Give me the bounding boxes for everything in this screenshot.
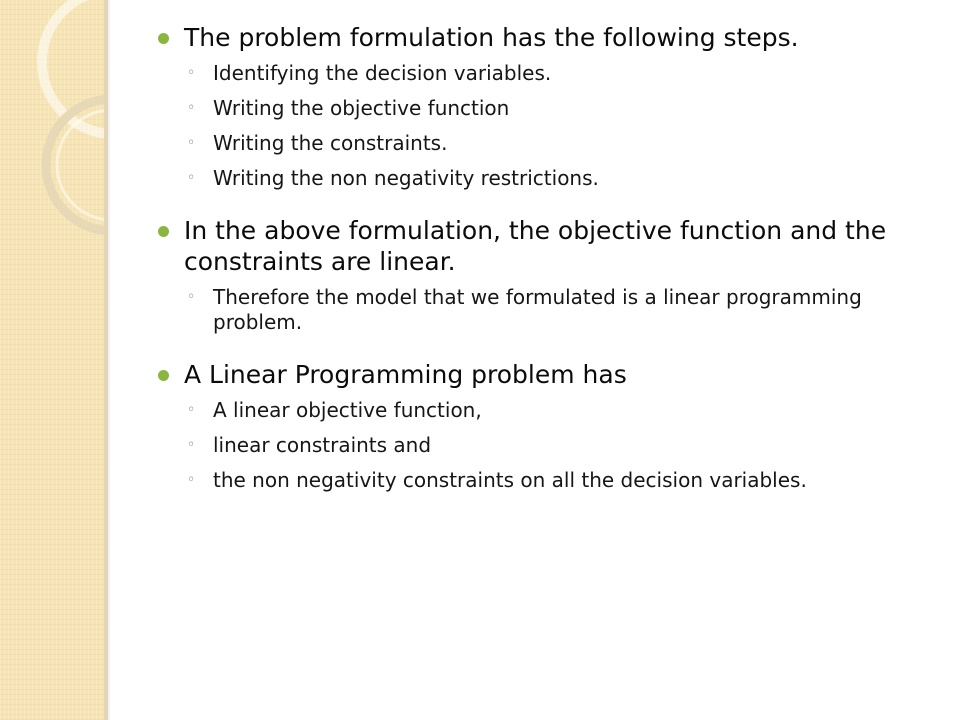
ring-bullet-icon: ◦ [187,65,196,81]
sub-bullet-text: Writing the non negativity restrictions. [213,166,599,190]
sub-bullet-item [150,285,940,335]
sub-bullet-text: the non negativity constraints on all the decision variables. [213,468,807,492]
bullet-item [150,359,940,390]
sub-bullet-item [150,468,940,493]
sub-bullet-text: linear constraints and [213,433,432,457]
sub-bullet-item [150,131,940,156]
ring-bullet-icon: ◦ [187,289,196,305]
slide-content [150,22,940,517]
ring-bullet-icon: ◦ [187,100,196,116]
ring-bullet-icon: ◦ [187,472,196,488]
sub-bullet-item [150,398,940,423]
sub-bullet-item [150,61,940,86]
side-panel-shadow [108,0,111,720]
sub-bullet-item [150,433,940,458]
sub-bullet-item [150,166,940,191]
sub-bullet-text: Writing the objective function [213,96,510,120]
sub-bullet-text: Identifying the decision variables. [213,61,552,85]
bullet-item [150,22,940,53]
bullet-item [150,215,940,277]
section-lp-properties [150,359,940,493]
bullet-dot-icon [158,370,169,381]
ring-bullet-icon: ◦ [187,170,196,186]
decorative-side-panel [0,0,104,720]
ring-bullet-icon: ◦ [187,402,196,418]
bullet-text: A Linear Programming problem has [184,360,627,389]
section-linearity [150,215,940,335]
section-formulation-steps [150,22,940,191]
bullet-text: The problem formulation has the following steps. [184,23,799,52]
sub-bullet-item [150,96,940,121]
sub-bullet-text: A linear objective function, [213,398,482,422]
decorative-rings [0,0,104,720]
sub-bullet-text: Writing the constraints. [213,131,448,155]
bullet-text: In the above formulation, the objective function and the constraints are linear. [184,216,887,276]
bullet-dot-icon [158,33,169,44]
ring-bullet-icon: ◦ [187,437,196,453]
ring-bullet-icon: ◦ [187,135,196,151]
sub-bullet-text: Therefore the model that we formulated is a linear programming problem. [213,285,862,334]
bullet-dot-icon [158,226,169,237]
